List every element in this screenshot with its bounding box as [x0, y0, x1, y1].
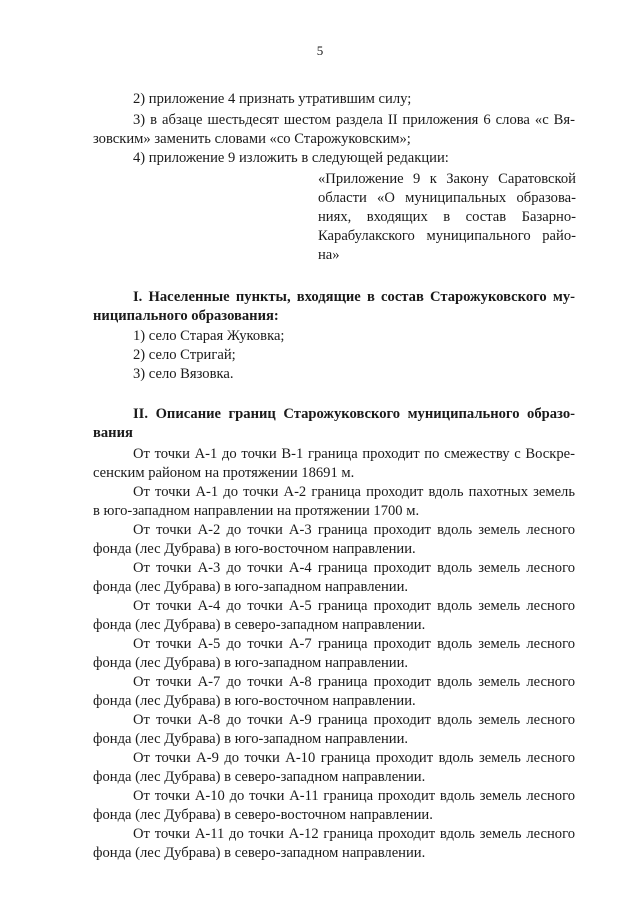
appendix-header-line-3: ниях, входящих в состав Базарно-	[318, 209, 576, 225]
section-1-heading-line-2: ниципального образования:	[93, 308, 279, 324]
appendix-header-line-2: области «О муниципальных образова-	[318, 190, 576, 206]
section-2-heading-line-2: вания	[93, 425, 133, 441]
boundary-paragraph-line-2: фонда (лес Дубрава) в юго-восточном направлении.	[93, 693, 416, 709]
boundary-paragraph-line-1: От точки А-9 до точки А-10 граница проходит вдоль земель лесного	[133, 750, 575, 766]
settlement-item: 1) село Старая Жуковка;	[133, 328, 285, 344]
boundary-paragraph-line-2: фонда (лес Дубрава) в северо-западном направлении.	[93, 769, 426, 785]
boundary-paragraph-line-1: От точки А-10 до точки А-11 граница проходит вдоль земель лесного	[133, 788, 575, 804]
boundary-paragraph-line-1: От точки А-2 до точки А-3 граница проходит вдоль земель лесного	[133, 522, 575, 538]
page-number: 5	[316, 43, 324, 58]
boundary-paragraph-line-2: фонда (лес Дубрава) в юго-западном направлении.	[93, 655, 409, 671]
boundary-paragraph-line-1: От точки А-7 до точки А-8 граница проходит вдоль земель лесного	[133, 674, 575, 690]
boundary-paragraph-line-1: От точки А-5 до точки А-7 граница проходит вдоль земель лесного	[133, 636, 575, 652]
boundary-paragraph-line-2: сенским районом на протяжении 18691 м.	[93, 465, 355, 481]
amendment-item-4: 4) приложение 9 изложить в следующей редакции:	[133, 150, 449, 166]
amendment-item-3-line-1: 3) в абзаце шестьдесят шестом раздела II приложения 6 слова «с Вя-	[133, 112, 575, 128]
settlement-item: 2) село Стригай;	[133, 347, 236, 363]
boundary-paragraph-line-2: в юго-западном направлении на протяжении 1700 м.	[93, 503, 420, 519]
settlement-item: 3) село Вязовка.	[133, 366, 234, 382]
boundary-paragraph-line-2: фонда (лес Дубрава) в северо-восточном направлении.	[93, 807, 433, 823]
boundary-paragraph-line-1: От точки А-4 до точки А-5 граница проходит вдоль земель лесного	[133, 598, 575, 614]
boundary-paragraph-line-1: От точки А-1 до точки А-2 граница проходит вдоль пахотных земель	[133, 484, 575, 500]
amendment-item-3-line-2: зовским» заменить словами «со Старожуковским»;	[93, 131, 411, 147]
boundary-paragraph-line-2: фонда (лес Дубрава) в северо-западном направлении.	[93, 617, 426, 633]
boundary-paragraph-line-1: От точки А-3 до точки А-4 граница проходит вдоль земель лесного	[133, 560, 575, 576]
boundary-paragraph-line-2: фонда (лес Дубрава) в юго-западном направлении.	[93, 579, 409, 595]
boundary-paragraph-line-1: От точки А-11 до точки А-12 граница проходит вдоль земель лесного	[133, 826, 575, 842]
appendix-header-line-5: на»	[318, 247, 340, 263]
section-2-heading-line-1: II. Описание границ Старожуковского муниципального образо-	[133, 406, 575, 422]
boundary-paragraph-line-2: фонда (лес Дубрава) в северо-западном направлении.	[93, 845, 426, 861]
appendix-header-line-1: «Приложение 9 к Закону Саратовской	[318, 171, 576, 187]
boundary-paragraph-line-1: От точки А-1 до точки В-1 граница проходит по смежеству с Воскре-	[133, 446, 575, 462]
boundary-paragraph-line-1: От точки А-8 до точки А-9 граница проходит вдоль земель лесного	[133, 712, 575, 728]
boundary-paragraph-line-2: фонда (лес Дубрава) в юго-восточном направлении.	[93, 541, 416, 557]
boundary-paragraph-line-2: фонда (лес Дубрава) в юго-западном направлении.	[93, 731, 409, 747]
appendix-header-line-4: Карабулакского муниципального райо-	[318, 228, 576, 244]
amendment-item-2: 2) приложение 4 признать утратившим силу;	[133, 91, 412, 107]
section-1-heading-line-1: I. Населенные пункты, входящие в состав Старожуковского му-	[133, 289, 575, 305]
